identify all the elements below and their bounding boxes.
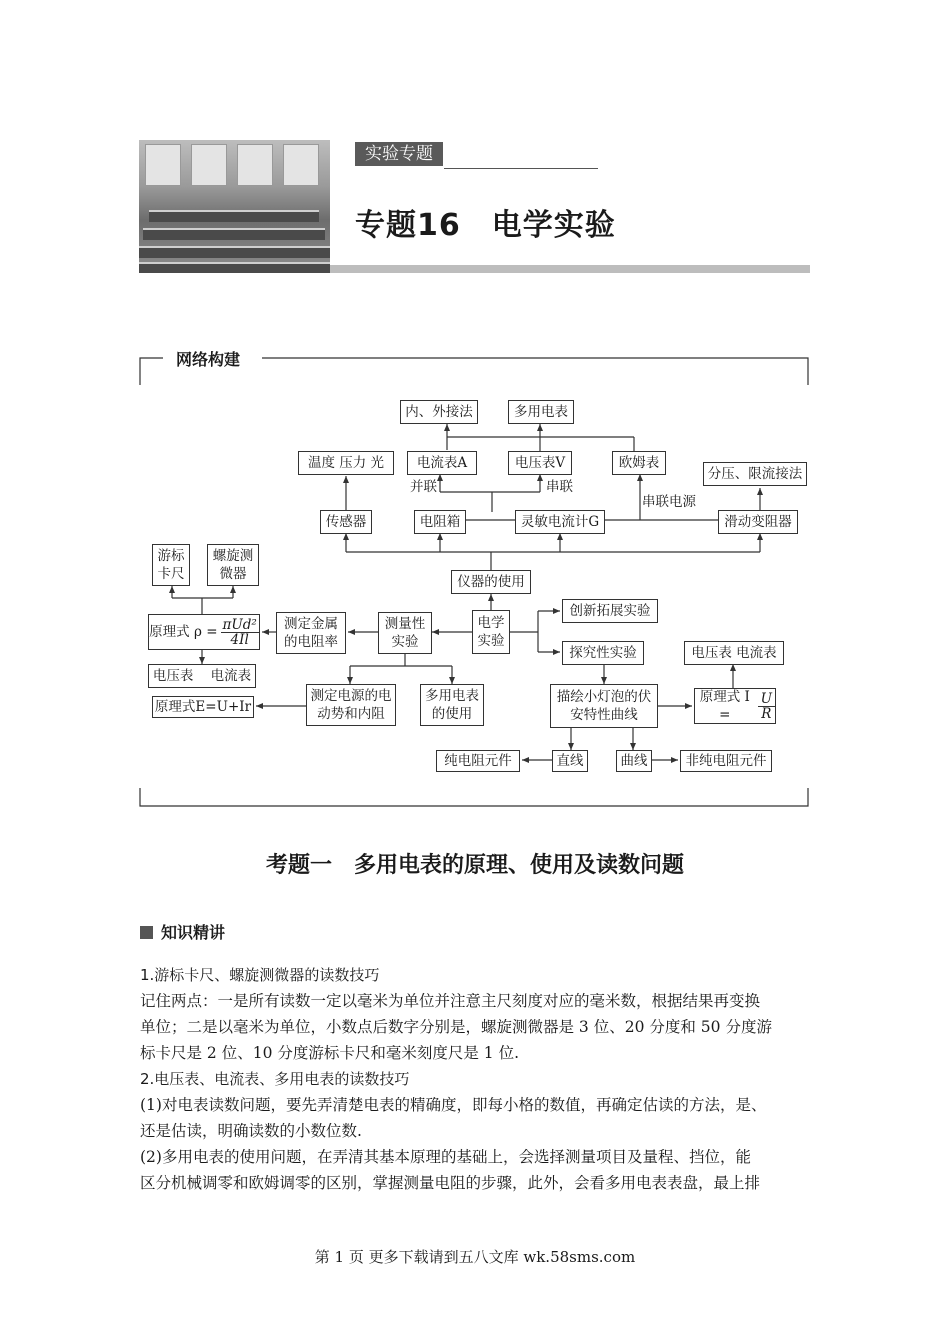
box-innovative-experiment: 创新拓展实验 (562, 599, 658, 623)
box-multimeter-use: 多用电表 的使用 (420, 684, 484, 726)
label-series: 串联 (546, 479, 573, 495)
box-ammeter: 电流表A (407, 451, 477, 475)
label-series-power: 串联电源 (642, 494, 696, 510)
formula-rho-numerator: πUd² (222, 616, 257, 633)
box-galvanometer: 灵敏电流计G (515, 510, 605, 534)
section-2-line: 区分机械调零和欧姆调零的区别，掌握测量电阻的步骤，此外，会看多用电表表盘，最上排 (140, 1174, 761, 1192)
box-voltmeter-ammeter-right: 电压表 电流表 (684, 641, 784, 665)
box-sensor: 传感器 (320, 510, 372, 534)
box-multimeter-top: 多用电表 (508, 400, 574, 424)
formula-rho-denominator: 4Il (230, 631, 249, 648)
box-bulb-iv-curve: 描绘小灯泡的伏 安特性曲线 (550, 684, 658, 728)
page-title: 专题16 电学实验 (355, 208, 616, 243)
special-topic-tag: 实验专题 (355, 142, 443, 166)
box-voltmeter: 电压表V (508, 451, 572, 475)
formula-rho-prefix: 原理式 ρ = (149, 624, 218, 640)
box-exploratory-experiment: 探究性实验 (562, 641, 644, 665)
section-2-line: (1)对电表读数问题，要先弄清楚电表的精确度，即每小格的数值，再确定估读的方法，是、 (140, 1096, 767, 1114)
box-micrometer: 螺旋测 微器 (207, 544, 259, 586)
section-1-line: 标卡尺是 2 位、10 分度游标卡尺和毫米刻度尺是 1 位. (140, 1044, 520, 1062)
section-2-line: (2)多用电表的使用问题，在弄清其基本原理的基础上，会选择测量项目及量程、挡位，能 (140, 1148, 751, 1166)
section-1 (140, 962, 812, 1196)
formula-i-denominator: R (761, 705, 772, 722)
section-title-network: 网络构建 (176, 350, 241, 369)
section-1-heading: 1.游标卡尺、螺旋测微器的读数技巧 (140, 966, 380, 984)
knowledge-section-header (140, 920, 225, 943)
box-ohmmeter: 欧姆表 (612, 451, 666, 475)
page-footer: 第 1 页 更多下载请到五八文库 wk.58sms.com (314, 1248, 636, 1266)
box-rheostat: 滑动变阻器 (718, 510, 798, 534)
box-curve: 曲线 (616, 750, 652, 772)
box-voltmeter-ammeter-left: 电压表 电流表 (148, 664, 256, 688)
box-instrument-use: 仪器的使用 (451, 570, 531, 594)
box-electrical-experiment: 电学 实验 (472, 610, 510, 654)
formula-i-numerator: U (758, 692, 775, 707)
square-icon (140, 926, 153, 939)
box-measurement-experiment: 测量性 实验 (378, 612, 432, 654)
box-non-pure-resistor: 非纯电阻元件 (680, 750, 772, 772)
box-metal-resistivity: 测定金属 的电阻率 (276, 612, 346, 654)
box-straight-line: 直线 (552, 750, 588, 772)
box-vernier-caliper: 游标 卡尺 (152, 544, 190, 586)
box-divider-limiter: 分压、限流接法 (703, 462, 807, 486)
formula-i-prefix: 原理式 I = (699, 689, 750, 723)
box-formula-emf: 原理式E=U+Ir (152, 696, 254, 718)
box-formula-current (694, 688, 776, 724)
box-internal-external: 内、外接法 (400, 400, 478, 424)
label-parallel: 并联 (410, 479, 437, 495)
section-2-line: 还是估读，明确读数的小数位数. (140, 1122, 362, 1140)
knowledge-label: 知识精讲 (161, 923, 226, 942)
box-resistance-box: 电阻箱 (414, 510, 466, 534)
box-emf-internal-resistance: 测定电源的电 动势和内阻 (306, 684, 396, 726)
box-formula-rho (148, 614, 260, 650)
section-2-heading: 2.电压表、电流表、多用电表的读数技巧 (140, 1070, 410, 1088)
box-pure-resistor: 纯电阻元件 (436, 750, 520, 772)
section-1-line: 记住两点：一是所有读数一定以毫米为单位并注意主尺刻度对应的毫米数，根据结果再变换 (140, 992, 761, 1010)
section-1-line: 单位；二是以毫米为单位，小数点后数字分别是，螺旋测微器是 3 位、20 分度和 50 分度游 (140, 1018, 772, 1036)
exam-topic-title: 考题一 多用电表的原理、使用及读数问题 (265, 853, 684, 878)
box-temperature-pressure-light: 温度 压力 光 (298, 451, 394, 475)
